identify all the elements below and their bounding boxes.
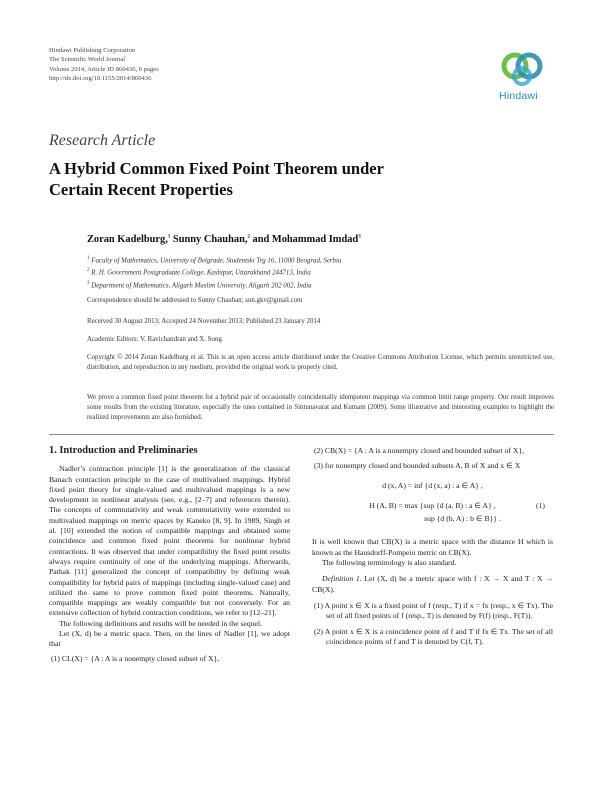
affiliation-3: $^3$ Department of Mathematics, Aligarh Muslim University, Aligarh 202 002, India	[87, 280, 312, 289]
abstract: We prove a common fixed point theorem for a hybrid pair of occasionally coincidentally idempotent mappings via common limit range property. Our result improves some results from the existing literature, especially the ones contained in Sintunavarat and Kumam (2009). Some illustrative and interesting examples to highlight the realized improvements are also furnished.	[87, 394, 554, 422]
publication-dates: Received 30 August 2013; Accepted 24 November 2013; Published 23 January 2014	[87, 318, 321, 325]
paragraph-terminology: The following terminology is also standard.	[322, 558, 457, 568]
intro-paragraph-2: The following definitions and results will be needed in the sequel.	[59, 618, 263, 628]
definition-item-2: (2) A point x ∈ X is a coincidence point of f and T if fx ∈ Tx. The set of all coincidence points of f and T is denoted by C(f, T).	[314, 626, 553, 646]
equation-distance: d (x, A) = inf {d (x, a) : a ∈ A} ,	[382, 480, 483, 490]
title-line-2: Certain Recent Properties	[49, 180, 233, 199]
equation-hausdorff-cont: sup {d (b, A) : b ∈ B}} .	[424, 514, 501, 524]
publisher-name: Hindawi Publishing Corporation	[49, 47, 136, 54]
right-column	[312, 446, 553, 647]
author-2: Sunny Chauhan,	[170, 234, 248, 245]
left-column	[49, 446, 290, 664]
article-title	[49, 158, 469, 200]
section-heading: 1. Introduction and Preliminaries	[49, 445, 198, 456]
affiliations	[87, 254, 554, 291]
title-line-1: A Hybrid Common Fixed Point Theorem under	[49, 159, 384, 178]
intro-paragraph-1: Nadler’s contraction principle [1] is the generalization of the classical Banach contraction principle to the case of multivalued mappings. Hybrid fixed point theory for single-valued and multivalued mappings is a new development in nonlinear analysis (see, e.g., [2–7] and references therein). The concepts of commutativity and weak commutativity were extended to multivalued mappings on metric spaces by Kaneko [8, 9]. In 1989, Singh et al. [10] extended the notion of compatible mappings and obtained some coincidence and common fixed point theorems for nonlinear hybrid contractions. It was observed that under compatibility the fixed point results always require continuity of one of the underlying mappings. Afterwards, Pathak [11] generalized the concept of compatibility by defining weak compatibility for hybrid pairs of mappings (including single-valued case) and utilized the same to prove common fixed point theorems. Naturally, compatible mappings are weakly compatible but not conversely. For an extensive collection of hybrid contraction conditions, we refer to [12–21].	[49, 464, 290, 618]
volume-info: Volume 2014, Article ID 860436, 6 pages	[49, 65, 159, 73]
definition-item-1: (1) A point x ∈ X is a fixed point of f (resp., T) if x = fx (resp., x ∈ Tx). The set of all fixed points of f (resp., T) is denoted by F(f) (resp., F(T)).	[314, 600, 553, 621]
paragraph-metric: It is well known that CB(X) is a metric space with the distance H which is known as the Hausdorff-Pompeiu metric on CB(X).	[312, 537, 553, 557]
journal-name: The Scientific World Journal	[49, 56, 126, 64]
author-1: Zoran Kadelburg,	[87, 234, 168, 245]
author-list	[87, 234, 554, 245]
article-type: Research Article	[49, 132, 156, 149]
author-2-sup: 2	[247, 234, 250, 240]
correspondence: Correspondence should be addressed to Sunny Chauhan; sun.gkv@gmail.com	[87, 297, 303, 304]
hindawi-logo-text: Hindawi	[499, 90, 538, 102]
definition-1	[312, 574, 553, 595]
equation-hausdorff-text: H (A, B) = max {sup {d (a, B) : a ∈ A} ,	[369, 500, 496, 510]
affiliation-1: $^1$ Faculty of Mathematics, University of Belgrade, Studentski Trg 16, 11000 Beograd, Serbia	[87, 256, 342, 265]
list-item-3: (3) for nonempty closed and bounded subsets A, B of X and x ∈ X	[314, 461, 521, 471]
list-item-1: (1) CL(X) = {A : A is a nonempty closed subset of X},	[51, 653, 220, 663]
definition-text: Let (X, d) be a metric space with f : X → X and T : X → CB(X).	[312, 574, 553, 594]
affiliation-2: $^2$ R. H. Government Postgraduate College, Kashipur, Uttarakhand 244713, India	[87, 268, 311, 277]
publisher-info	[49, 46, 159, 84]
divider	[49, 434, 554, 435]
list-item-2: (2) CB(X) = {A : A is a nonempty closed and bounded subset of X},	[314, 446, 525, 455]
academic-editors: Academic Editors: V. Ravichandran and X. Song	[87, 336, 222, 343]
equation-hausdorff	[312, 501, 553, 511]
author-3-sup: 3	[358, 234, 361, 240]
definition-label: Definition 1.	[322, 574, 362, 584]
author-1-sup: 1	[167, 234, 171, 240]
doi-link[interactable]: http://dx.doi.org/10.1155/2014/860436	[49, 75, 152, 83]
intro-paragraph-3: Let (X, d) be a metric space. Then, on the lines of Nadler [1], we adopt that	[49, 629, 290, 649]
equation-number: (1)	[536, 500, 545, 510]
author-3: and Mohammad Imdad	[249, 234, 359, 245]
copyright-notice: Copyright © 2014 Zoran Kadelburg et al. This is an open access article distributed under the Creative Commons Attribution License, which permits unrestricted use, distribution, and reproduction in any medium, provided the original work is properly cited.	[87, 354, 554, 372]
